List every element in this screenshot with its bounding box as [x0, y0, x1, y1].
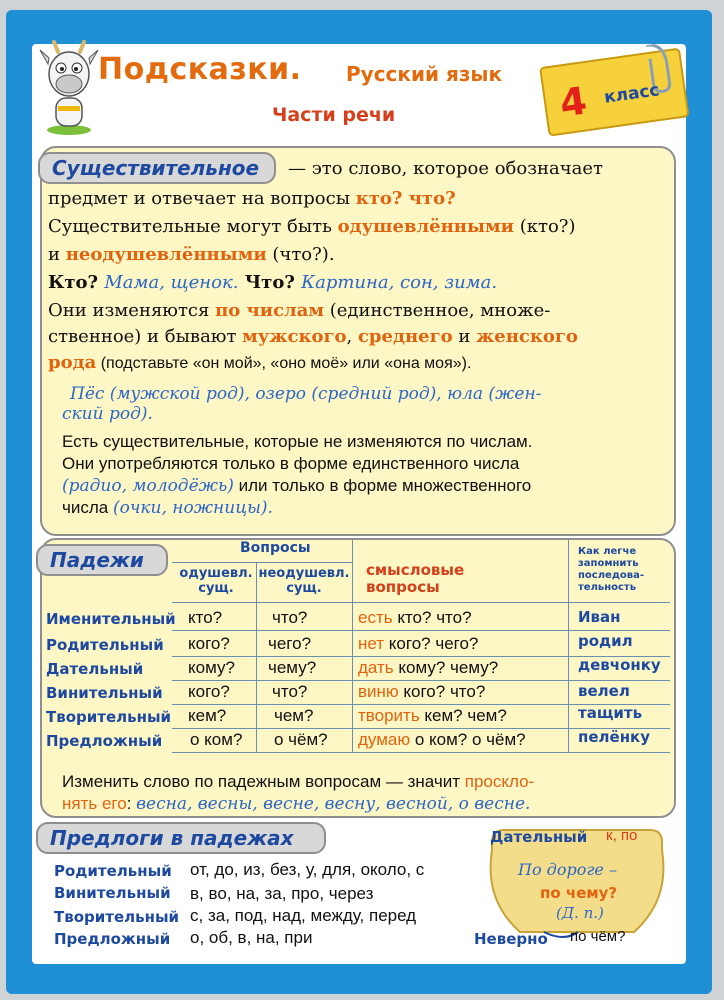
section-subtitle: Части речи	[272, 104, 396, 126]
wrong-label: Неверно	[474, 930, 548, 948]
grid-line	[172, 562, 352, 563]
noun-example-2: ский род).	[62, 404, 153, 424]
case-inanim-q: о чём?	[274, 730, 328, 749]
prep-list-accusative: в, во, на, за, про, через	[190, 884, 374, 903]
noun-line-3: Существительные могут быть одушевлёнными (кто?)	[48, 216, 576, 237]
subject-title: Русский язык	[346, 62, 503, 86]
case-anim-q: о ком?	[190, 730, 243, 749]
dative-prepositions: к, по	[606, 827, 638, 844]
noun-para-2: Они употребляются только в форме единственного числа	[62, 454, 520, 473]
case-sem-q: дать кому? чему?	[358, 658, 499, 677]
prepositions-tab: Предлоги в падежах	[36, 822, 326, 854]
grid-line	[568, 540, 569, 752]
col-inanimate-header: неодушевл. сущ.	[258, 566, 350, 596]
col-mnemonic-header: Как легче запомнить последова- тельность	[578, 546, 644, 593]
case-change-line-2: нять его: весна, весны, весне, весну, весной, о весне.	[62, 794, 531, 814]
noun-para-3: (радио, молодёжь) или только в форме множественного	[62, 476, 532, 496]
prep-case-accusative: Винительный	[54, 884, 171, 902]
questions-header: Вопросы	[240, 540, 311, 556]
noun-definition: — это слово, которое обозначает	[288, 158, 603, 179]
case-anim-q: кого?	[188, 682, 230, 701]
grid-line	[172, 680, 670, 681]
case-anim-q: кем?	[188, 706, 227, 725]
grade-word: класс	[602, 80, 661, 108]
case-sem-q: нет кого? чего?	[358, 634, 479, 653]
noun-para-1: Есть существительные, которые не изменяются по числам.	[62, 432, 533, 451]
noun-line-4: и неодушевлёнными (что?).	[48, 244, 335, 265]
case-change-line-1: Изменить слово по падежным вопросам — значит проскло-	[62, 772, 535, 791]
grid-line	[172, 752, 670, 753]
case-mnemonic: тащить	[578, 704, 643, 722]
case-inanim-q: чему?	[268, 658, 317, 677]
case-name-dative: Дательный	[46, 660, 144, 678]
case-inanim-q: чем?	[274, 706, 314, 725]
case-anim-q: кого?	[188, 634, 230, 653]
noun-tab: Существительное	[38, 152, 276, 184]
grid-line	[172, 630, 670, 631]
case-name-instrumental: Творительный	[46, 708, 172, 726]
prep-list-genitive: от, до, из, без, у, для, около, с	[190, 860, 425, 879]
grid-line	[352, 540, 353, 752]
dative-example: По дороге –	[518, 860, 617, 879]
noun-line-8: рода (подставьте «он мой», «оно моё» или «она моя»).	[48, 352, 472, 373]
prep-case-prepositional: Предложный	[54, 930, 171, 948]
case-inanim-q: что?	[272, 608, 308, 627]
cases-tab: Падежи	[36, 544, 168, 576]
col-semantic-header: смысловые вопросы	[366, 561, 465, 596]
case-sem-q: думаю о ком? о чём?	[358, 730, 526, 749]
case-mnemonic: пелёнку	[578, 728, 651, 746]
noun-line-7: ственное) и бывают мужского, среднего и женского	[48, 326, 578, 347]
case-inanim-q: что?	[272, 682, 308, 701]
cow-mascot-icon	[36, 40, 102, 136]
case-mnemonic: девчонку	[578, 656, 661, 674]
dative-title: Дательный	[490, 828, 588, 846]
case-sem-q: виню кого? что?	[358, 682, 486, 701]
prep-case-genitive: Родительный	[54, 862, 172, 880]
case-name-prepositional: Предложный	[46, 732, 163, 750]
case-inanim-q: чего?	[268, 634, 312, 653]
case-mnemonic: велел	[578, 682, 630, 700]
prep-list-instrumental: с, за, под, над, между, перед	[190, 906, 417, 925]
page-title: Подсказки.	[98, 52, 302, 87]
noun-line-2: предмет и отвечает на вопросы кто? что?	[48, 188, 456, 209]
case-sem-q: творить кем? чем?	[358, 706, 507, 725]
noun-para-4: числа (очки, ножницы).	[62, 498, 273, 518]
noun-example-1: Пёс (мужской род), озеро (средний род), юла (жен-	[70, 384, 542, 404]
case-name-accusative: Винительный	[46, 684, 163, 702]
case-mnemonic: родил	[578, 632, 633, 650]
noun-line-6: Они изменяются по числам (единственное, множе-	[48, 300, 551, 321]
dative-abbrev: (Д. п.)	[556, 904, 604, 922]
grid-line	[256, 562, 257, 752]
grade-number: 4	[557, 78, 590, 126]
prep-list-prepositional: о, об, в, на, при	[190, 928, 313, 947]
case-mnemonic: Иван	[578, 608, 621, 626]
prep-case-instrumental: Творительный	[54, 908, 180, 926]
grid-line	[172, 602, 670, 603]
col-animate-header: одушевл. сущ.	[179, 566, 253, 596]
dative-question: по чему?	[540, 884, 618, 902]
case-sem-q: есть кто? что?	[358, 608, 472, 627]
noun-line-5: Кто? Мама, щенок. Что? Картина, сон, зима.	[48, 272, 498, 293]
case-name-genitive: Родительный	[46, 636, 164, 654]
wrong-question: по чём?	[570, 928, 626, 945]
case-anim-q: кто?	[188, 608, 223, 627]
case-name-nominative: Именительный	[46, 610, 176, 628]
case-anim-q: кому?	[188, 658, 235, 677]
